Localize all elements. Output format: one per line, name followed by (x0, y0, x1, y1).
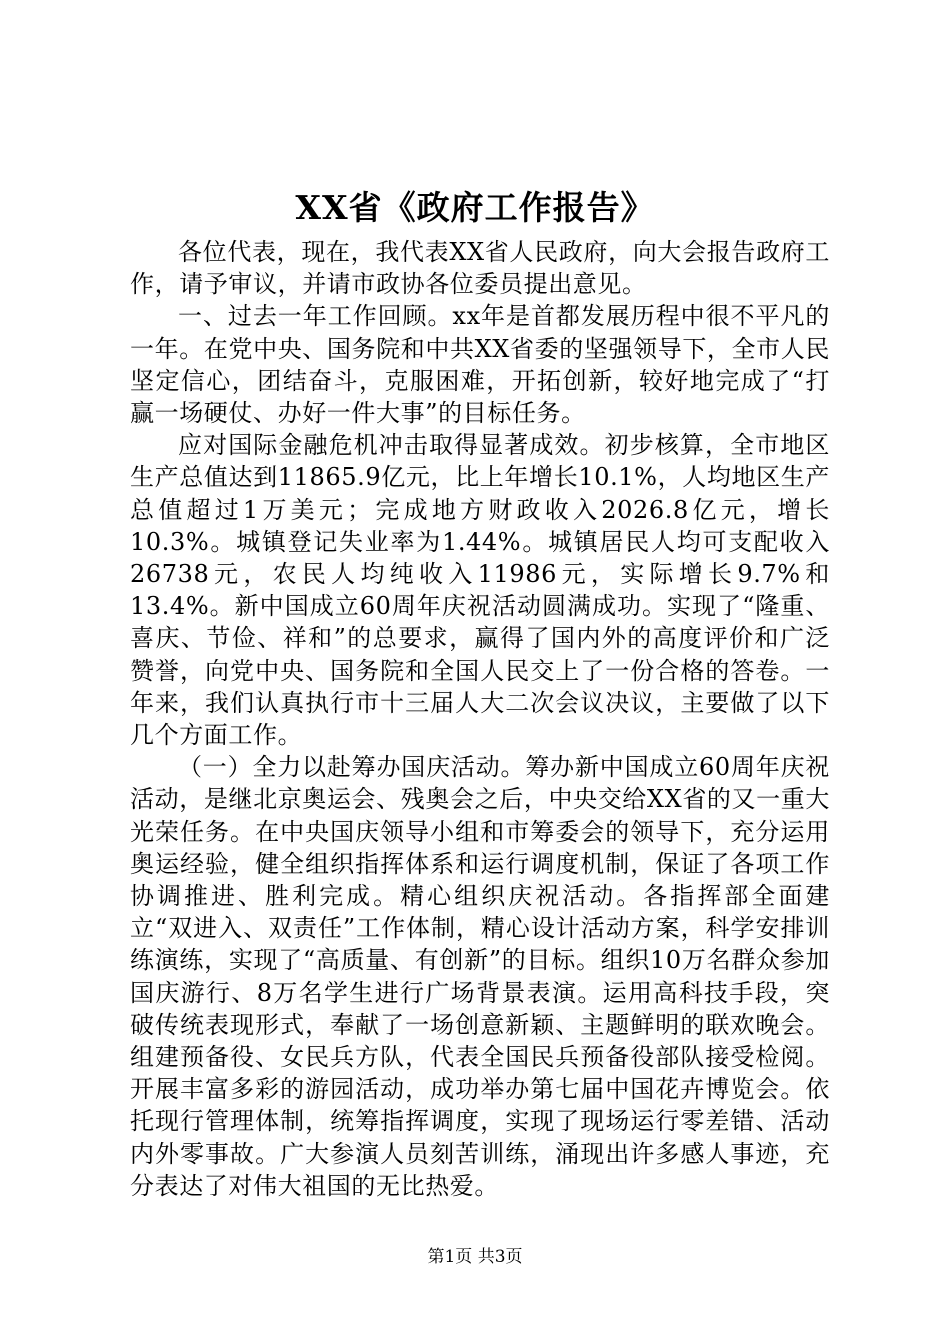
page-footer: 第1页 共3页 (427, 1247, 523, 1267)
paragraph-review: 一、过去一年工作回顾。xx年是首都发展历程中很不平凡的一年。在党中央、国务院和中共XX省委的坚强领导下，全市人民坚定信心，团结奋斗，克服困难，开拓创新，较好地完成了“打赢一场硬仗、办好一件大事”的目标任务。 (130, 302, 830, 428)
document-body (130, 236, 830, 1202)
document-title: XX省《政府工作报告》 (295, 188, 655, 227)
paragraph-financial-crisis: 应对国际金融危机冲击取得显著成效。初步核算，全市地区生产总值达到11865.9亿元，比上年增长10.1%，人均地区生产总值超过1万美元；完成地方财政收入2026.8亿元，增长10.3%。城镇登记失业率为1.44%。城镇居民人均可支配收入26738元，农民人均纯收入11986元，实际增长9.7%和13.4%。新中国成立60周年庆祝活动圆满成功。实现了“隆重、喜庆、节俭、祥和”的总要求，赢得了国内外的高度评价和广泛赞誉，向党中央、国务院和全国人民交上了一份合格的答卷。一年来，我们认真执行市十三届人大二次会议决议，主要做了以下几个方面工作。 (130, 431, 830, 750)
paragraph-opening: 各位代表，现在，我代表XX省人民政府，向大会报告政府工作，请予审议，并请市政协各位委员提出意见。 (130, 238, 830, 299)
paragraph-national-day: （一）全力以赴筹办国庆活动。筹办新中国成立60周年庆祝活动，是继北京奥运会、残奥会之后，中央交给XX省的又一重大光荣任务。在中央国庆领导小组和市筹委会的领导下，充分运用奥运经验，健全组织指挥体系和运行调度机制，保证了各项工作协调推进、胜利完成。精心组织庆祝活动。各指挥部全面建立“双进入、双责任”工作体制，精心设计活动方案，科学安排训练演练，实现了“高质量、有创新”的目标。组织10万名群众参加国庆游行、8万名学生进行广场背景表演。运用高科技手段，突破传统表现形式，奉献了一场创意新颖、主题鲜明的联欢晚会。组建预备役、女民兵方队，代表全国民兵预备役部队接受检阅。开展丰富多彩的游园活动，成功举办第七届中国花卉博览会。依托现行管理体制，统筹指挥调度，实现了现场运行零差错、活动内外零事故。广大参演人员刻苦训练，涌现出许多感人事迹，充分表达了对伟大祖国的无比热爱。 (130, 753, 830, 1200)
